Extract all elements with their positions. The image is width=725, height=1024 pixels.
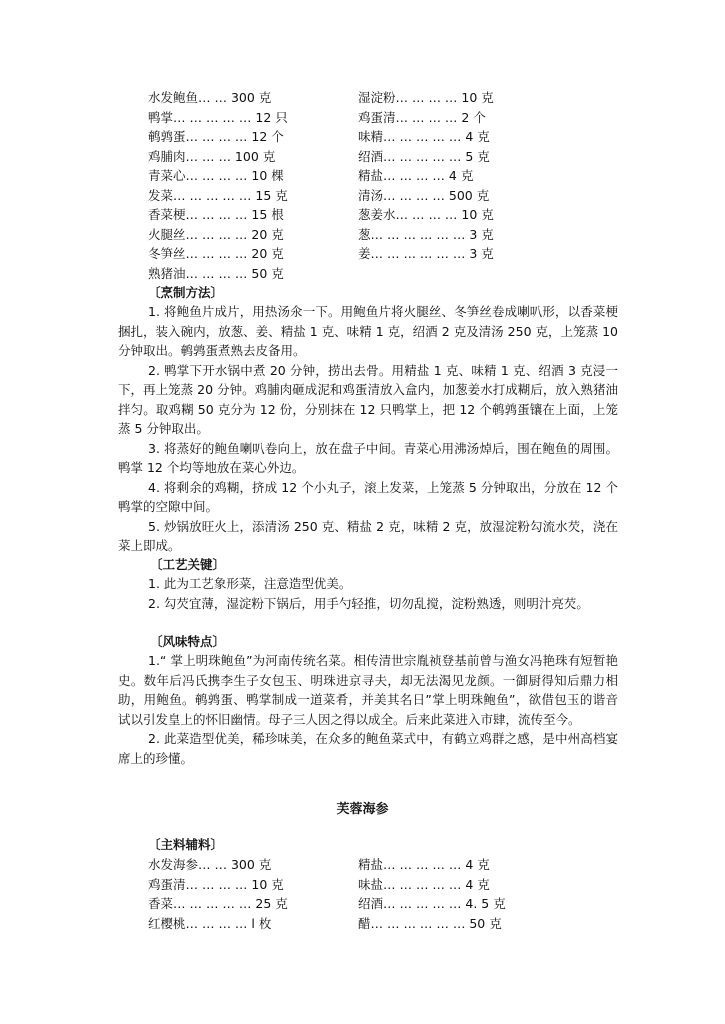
ingredient-item: 水发海参… … 300 克 bbox=[148, 857, 272, 872]
ingredient-item: 鸡蛋清… … … … 10 克 bbox=[148, 876, 284, 892]
ingredient-item: 发菜… … … … … 15 克 bbox=[148, 187, 288, 203]
craft-section bbox=[118, 574, 618, 613]
ingredient-item: 香菜… … … … … 25 克 bbox=[148, 896, 288, 911]
flavor-point: 2. 此菜造型优美，稀珍味美，在众多的鲍鱼菜式中，有鹤立鸡群之感，是中州高档宴席上的珍懂。 bbox=[118, 731, 618, 766]
ingredients-right-column bbox=[358, 88, 494, 264]
ingredient-item: 鸭掌… … … … … 12 只 bbox=[148, 109, 288, 125]
ingredient-item: 冬笋丝… … … … 20 克 bbox=[148, 246, 284, 261]
ingredient-item: 姜… … … … … … 3 克 bbox=[358, 246, 494, 261]
method-step: 2. 鸭掌下开水锅中煮 20 分钟，捞出去骨。用精盐 1 克、味精 1 克、绍酒 3 克浸一下，再上笼蒸 20 分钟。鸡脯肉砸成泥和鸡蛋清放入盒内，加葱姜水打成糊后，放入熟猪油拌匀。取鸡糊 50 克分为 12 份，分别抹在 12 只鸭掌上，把 12 个鹌鹑蛋镶在上面，上笼蒸 5 分钟取出。 bbox=[118, 362, 618, 436]
ingredient-item: 味精… … … … … 4 克 bbox=[358, 129, 490, 144]
ingredient-item: 味盐… … … … … 4 克 bbox=[358, 876, 490, 892]
method-section bbox=[118, 302, 618, 556]
craft-point: 1. 此为工艺象形菜，注意造型优美。 bbox=[148, 576, 352, 591]
ingredient-item: 红樱桃… … … … l 枚 bbox=[148, 915, 272, 931]
ingredient-item: 精盐… … … … 4 克 bbox=[358, 168, 474, 183]
flavor-heading: 〔风味特点〕 bbox=[150, 634, 226, 649]
method-heading: 〔烹制方法〕 bbox=[148, 285, 224, 300]
ingredient-item: 水发鲍鱼… … 300 克 bbox=[148, 90, 272, 105]
recipe2-ingredients-right bbox=[358, 855, 506, 933]
ingredient-item: 精盐… … … … … 4 克 bbox=[358, 857, 490, 872]
ingredient-item: 熟猪油… … … … 50 克 bbox=[148, 265, 284, 281]
ingredients-left-column bbox=[148, 88, 288, 283]
ingredient-item: 湿淀粉… … … … 10 克 bbox=[358, 90, 494, 105]
craft-point: 2. 勾芡宜薄，湿淀粉下锅后，用手勺轻推，切勿乱搅，淀粉熟透，则明汁亮芡。 bbox=[148, 595, 589, 611]
ingredient-item: 青菜心… … … … 10 棵 bbox=[148, 168, 284, 183]
ingredient-item: 鹌鹑蛋… … … … 12 个 bbox=[148, 129, 284, 144]
main-ingredients-heading: 〔主料辅料〕 bbox=[148, 837, 224, 852]
ingredient-item: 绍酒… … … … … 4. 5 克 bbox=[358, 896, 506, 911]
ingredient-item: 绍酒… … … … … 5 克 bbox=[358, 148, 490, 164]
flavor-section bbox=[118, 651, 618, 768]
ingredient-item: 鸡脯肉… … … 100 克 bbox=[148, 148, 276, 164]
craft-heading: 〔工艺关键〕 bbox=[150, 557, 226, 572]
ingredient-item: 香菜梗… … … … 15 根 bbox=[148, 207, 284, 222]
ingredient-item: 火腿丝… … … … 20 克 bbox=[148, 226, 284, 242]
method-step: 4. 将剩余的鸡糊，挤成 12 个小丸子，滚上发菜，上笼蒸 5 分钟取出，分放在 12 个鸭掌的空隙中间。 bbox=[118, 479, 618, 514]
method-step: 5. 炒锅放旺火上，添清汤 250 克、精盐 2 克，味精 2 克，放湿淀粉勾流水芡，浇在菜上即成。 bbox=[118, 518, 618, 553]
ingredient-item: 醋… … … … … … 50 克 bbox=[358, 915, 502, 931]
ingredient-item: 清汤… … … … 500 克 bbox=[358, 187, 490, 203]
ingredient-item: 葱姜水… … … … 10 克 bbox=[358, 207, 494, 222]
recipe-title: 芙蓉海参 bbox=[336, 802, 389, 817]
ingredient-item: 鸡蛋清… … … … 2 个 bbox=[358, 109, 486, 125]
method-step: 3. 将蒸好的鲍鱼喇叭卷向上，放在盘子中间。青菜心用沸汤焯后，围在鲍鱼的周围。鸭掌 12 个均等地放在菜心外边。 bbox=[118, 440, 618, 475]
method-step: 1. 将鲍鱼片成片，用热汤氽一下。用鲍鱼片将火腿丝、冬笋丝卷成喇叭形，以香菜梗捆扎，装入碗内，放葱、姜、精盐 1 克、味精 1 克，绍酒 2 克及清汤 250 克，上笼蒸 10 分钟取出。鹌鹑蛋煮熟去皮备用。 bbox=[118, 304, 618, 358]
flavor-point: 1.“ 掌上明珠鲍鱼”为河南传统名菜。相传清世宗胤祯登基前曾与渔女冯艳珠有短暂艳史。数年后冯氏携李生子女包玉、明珠进京寻夫，却无法渴见龙颜。一御厨得知后鼎力相助，用鲍鱼。鹌鹑蛋、鸭掌制成一道菜肴，并美其名日”掌上明珠鲍鱼”，欲借包玉的谐音试以引发皇上的怀旧幽情。母子三人因之得以成全。后来此菜进入市肆，流传至今。 bbox=[118, 653, 618, 727]
ingredient-item: 葱… … … … … … 3 克 bbox=[358, 226, 494, 242]
recipe2-ingredients-left bbox=[148, 855, 288, 933]
